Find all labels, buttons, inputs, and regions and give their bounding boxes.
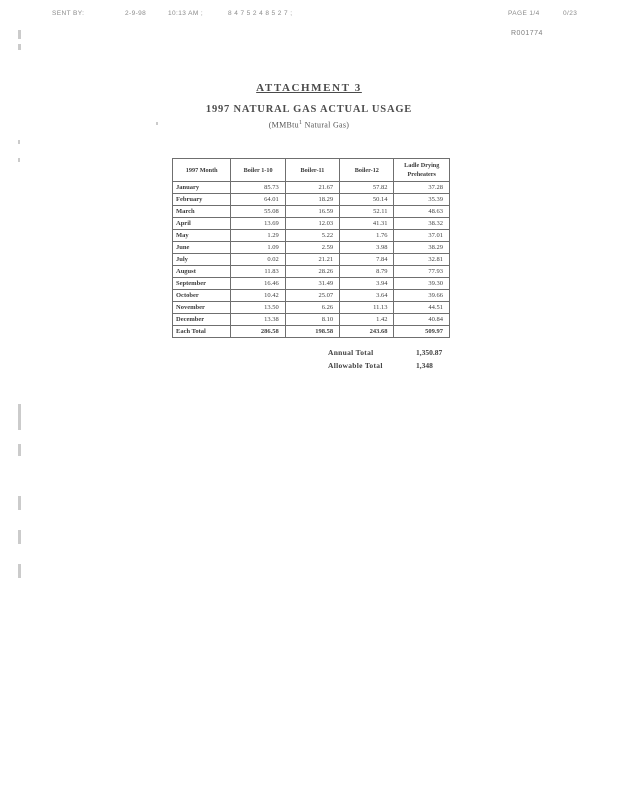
cell-month: July	[173, 254, 231, 266]
units-note-footnote-marker: 1	[298, 120, 303, 126]
cell-month: April	[173, 218, 231, 230]
table-row	[173, 182, 450, 194]
column-header-boiler-11: Boiler-11	[285, 159, 339, 182]
fax-header-number: 8 4 7 5 2 4 8 5 2 7 ;	[228, 10, 293, 17]
cell-boiler-1-10: 13.50	[231, 302, 285, 314]
table-row	[173, 194, 450, 206]
gas-usage-table	[172, 158, 450, 338]
cell-boiler-1-10: 55.08	[231, 206, 285, 218]
cell-total-ladle: 509.97	[394, 326, 450, 338]
fax-header	[0, 8, 618, 24]
scan-artifact	[18, 44, 21, 50]
cell-month: March	[173, 206, 231, 218]
table-row	[173, 230, 450, 242]
table-header	[173, 159, 450, 182]
cell-month: August	[173, 266, 231, 278]
cell-boiler-11: 18.29	[285, 194, 339, 206]
scan-artifact	[18, 140, 20, 144]
cell-boiler-12: 1.76	[340, 230, 394, 242]
table-row	[173, 278, 450, 290]
page-title: ATTACHMENT 3	[256, 82, 362, 94]
column-header-month: 1997 Month	[173, 159, 231, 182]
cell-ladle: 37.01	[394, 230, 450, 242]
fax-header-page: PAGE 1/4	[508, 10, 540, 17]
cell-boiler-1-10: 13.69	[231, 218, 285, 230]
table-row	[173, 218, 450, 230]
cell-boiler-11: 21.67	[285, 182, 339, 194]
column-header-boiler-12: Boiler-12	[340, 159, 394, 182]
units-note-pre: (MMBtu	[268, 120, 299, 130]
cell-boiler-12: 8.79	[340, 266, 394, 278]
cell-boiler-1-10: 1.09	[231, 242, 285, 254]
cell-boiler-1-10: 64.01	[231, 194, 285, 206]
cell-ladle: 39.66	[394, 290, 450, 302]
cell-boiler-12: 41.31	[340, 218, 394, 230]
cell-boiler-11: 31.49	[285, 278, 339, 290]
cell-boiler-12: 3.94	[340, 278, 394, 290]
cell-boiler-1-10: 13.38	[231, 314, 285, 326]
cell-total-label: Each Total	[173, 326, 231, 338]
cell-month: May	[173, 230, 231, 242]
cell-ladle: 77.93	[394, 266, 450, 278]
cell-boiler-1-10: 85.73	[231, 182, 285, 194]
units-note-post: Natural Gas)	[302, 120, 350, 130]
cell-month: June	[173, 242, 231, 254]
scan-artifact	[18, 158, 20, 162]
scan-artifact	[18, 444, 21, 456]
fax-header-time: 10:13 AM ;	[168, 10, 204, 17]
table-header-row	[173, 159, 450, 182]
cell-ladle: 38.29	[394, 242, 450, 254]
scan-artifact	[18, 496, 21, 510]
table-row	[173, 314, 450, 326]
cell-boiler-12: 52.11	[340, 206, 394, 218]
scan-artifact	[18, 30, 21, 39]
cell-boiler-12: 7.84	[340, 254, 394, 266]
cell-total-boiler-1-10: 286.58	[231, 326, 285, 338]
table-row	[173, 206, 450, 218]
cell-month: September	[173, 278, 231, 290]
cell-ladle: 35.39	[394, 194, 450, 206]
cell-boiler-12: 3.98	[340, 242, 394, 254]
table-total-row	[173, 326, 450, 338]
cell-month: November	[173, 302, 231, 314]
cell-month: October	[173, 290, 231, 302]
cell-boiler-1-10: 16.46	[231, 278, 285, 290]
annual-total-label: Annual Total	[328, 348, 374, 357]
table-row	[173, 266, 450, 278]
cell-boiler-11: 25.07	[285, 290, 339, 302]
cell-boiler-11: 8.10	[285, 314, 339, 326]
table-row	[173, 242, 450, 254]
cell-ladle: 38.32	[394, 218, 450, 230]
cell-month: January	[173, 182, 231, 194]
table-body	[173, 182, 450, 338]
fax-header-sender: SENT BY:	[52, 10, 85, 17]
cell-boiler-11: 2.59	[285, 242, 339, 254]
cell-boiler-12: 50.14	[340, 194, 394, 206]
cell-ladle: 48.63	[394, 206, 450, 218]
cell-boiler-12: 1.42	[340, 314, 394, 326]
fax-header-code: 0/23	[563, 10, 578, 17]
scan-artifact	[18, 530, 21, 544]
table-row	[173, 290, 450, 302]
fax-header-date: 2-9-98	[125, 10, 147, 17]
scan-artifact	[18, 404, 21, 430]
cell-month: December	[173, 314, 231, 326]
cell-boiler-11: 6.26	[285, 302, 339, 314]
cell-month: February	[173, 194, 231, 206]
annual-total-value: 1,350.87	[416, 348, 443, 357]
bates-number: R001774	[511, 30, 543, 37]
page-units-note	[0, 120, 618, 130]
table-row	[173, 302, 450, 314]
cell-boiler-11: 12.03	[285, 218, 339, 230]
column-header-boiler-1-10: Boiler 1-10	[231, 159, 285, 182]
cell-ladle: 44.51	[394, 302, 450, 314]
cell-ladle: 39.30	[394, 278, 450, 290]
cell-ladle: 37.28	[394, 182, 450, 194]
page-subtitle: 1997 NATURAL GAS ACTUAL USAGE	[205, 104, 413, 115]
cell-total-boiler-11: 198.58	[285, 326, 339, 338]
cell-boiler-12: 57.82	[340, 182, 394, 194]
cell-boiler-1-10: 0.02	[231, 254, 285, 266]
cell-boiler-11: 21.21	[285, 254, 339, 266]
table-row	[173, 254, 450, 266]
cell-boiler-1-10: 1.29	[231, 230, 285, 242]
cell-boiler-11: 5.22	[285, 230, 339, 242]
cell-boiler-11: 28.26	[285, 266, 339, 278]
scan-artifact	[18, 564, 21, 578]
cell-ladle: 40.84	[394, 314, 450, 326]
cell-boiler-12: 3.64	[340, 290, 394, 302]
cell-boiler-1-10: 11.83	[231, 266, 285, 278]
cell-total-boiler-12: 243.68	[340, 326, 394, 338]
cell-ladle: 32.81	[394, 254, 450, 266]
allowable-total-label: Allowable Total	[328, 361, 383, 370]
cell-boiler-12: 11.13	[340, 302, 394, 314]
cell-boiler-11: 16.59	[285, 206, 339, 218]
allowable-total-value: 1,348	[416, 361, 433, 370]
cell-boiler-1-10: 10.42	[231, 290, 285, 302]
column-header-ladle-drying-preheaters: Ladle Drying Preheaters	[394, 159, 450, 182]
